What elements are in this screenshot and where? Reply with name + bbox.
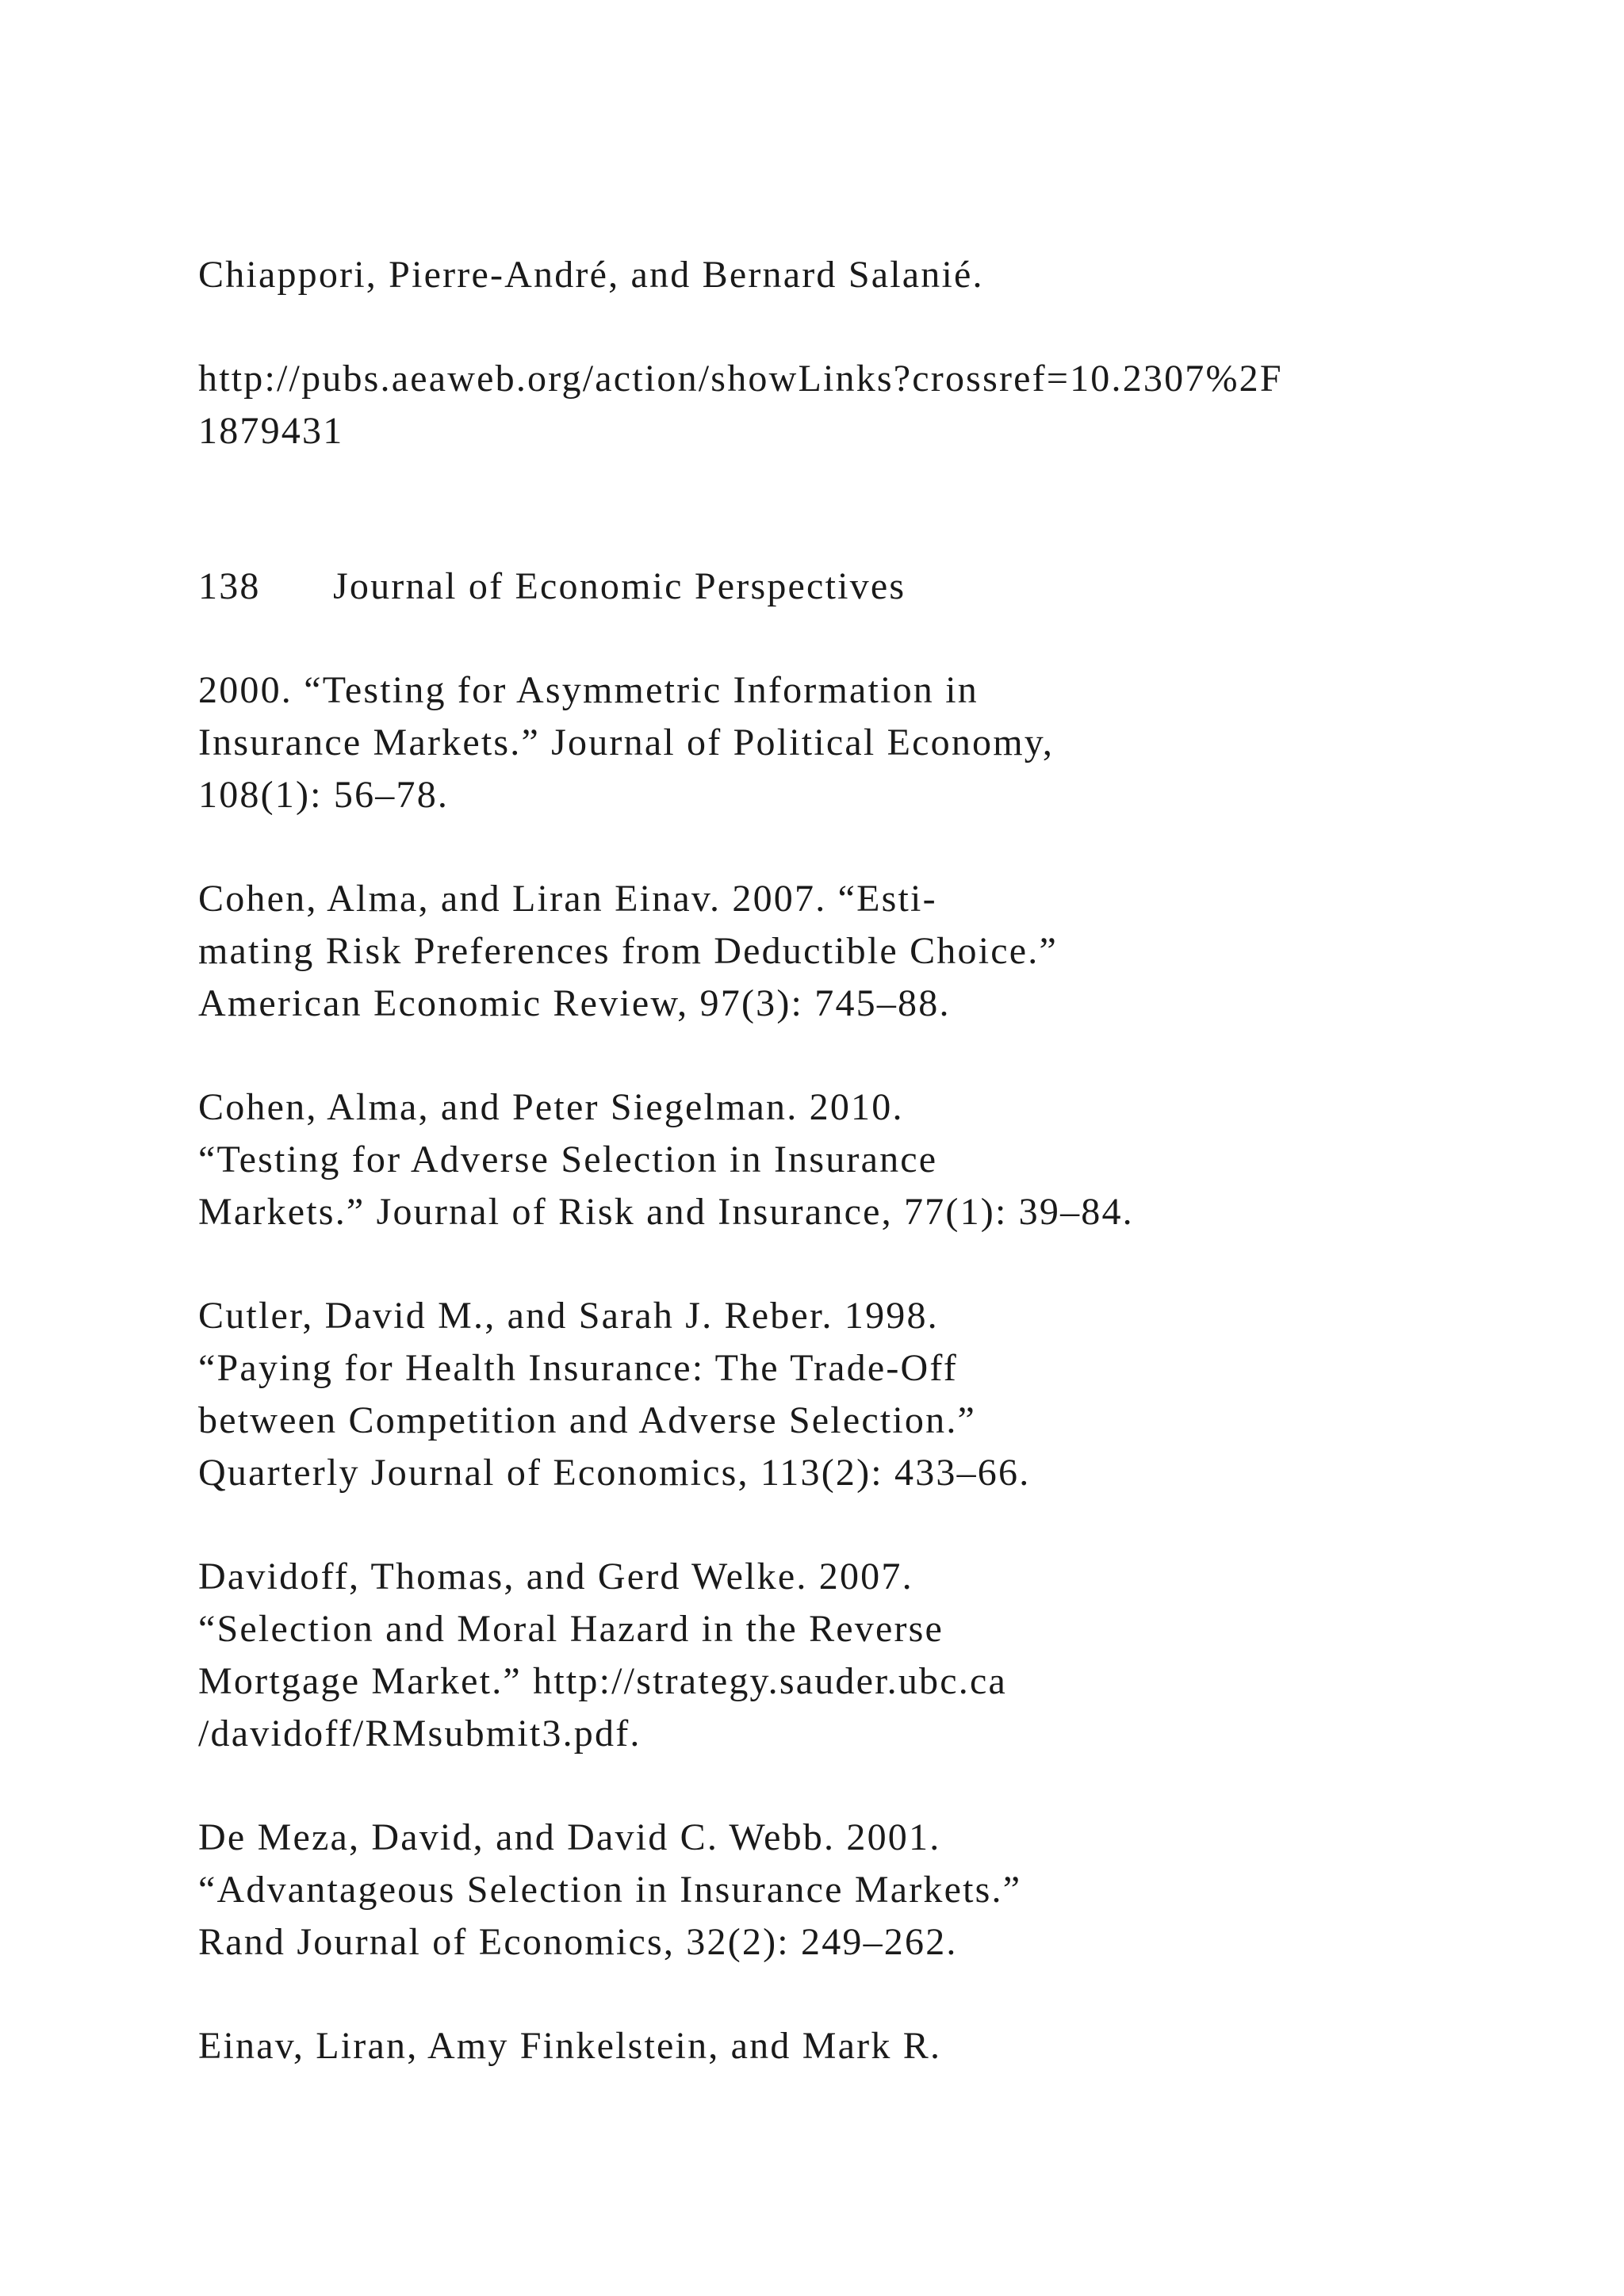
- reference-text-line: 2000. “Testing for Asymmetric Information in: [198, 669, 979, 711]
- reference-text-line: Mortgage Market.” http://strategy.sauder.ubc.ca: [198, 1660, 1007, 1702]
- reference-text-line: Insurance Markets.” Journal of Political Economy,: [198, 721, 1055, 763]
- reference-text-line: Cutler, David M., and Sarah J. Reber. 1998.: [198, 1295, 939, 1337]
- journal-title: Journal of Economic Perspectives: [333, 565, 906, 607]
- reference-text-line: “Paying for Health Insurance: The Trade-Off: [198, 1347, 958, 1389]
- reference-text-line: Cohen, Alma, and Peter Siegelman. 2010.: [198, 1086, 904, 1128]
- reference-text-line: Rand Journal of Economics, 32(2): 249–262.: [198, 1921, 958, 1963]
- reference-text-line: between Competition and Adverse Selection.”: [198, 1399, 977, 1441]
- reference-text-line: “Advantageous Selection in Insurance Markets.”: [198, 1869, 1022, 1911]
- reference-text-line: Quarterly Journal of Economics, 113(2): 433–66.: [198, 1452, 1031, 1494]
- reference-text-line: Chiappori, Pierre-André, and Bernard Salanié.: [198, 254, 984, 296]
- reference-url-line: http://pubs.aeaweb.org/action/showLinks?crossref=10.2307%2F: [198, 358, 1283, 400]
- reference-text-line: Cohen, Alma, and Liran Einav. 2007. “Esti-: [198, 878, 937, 920]
- reference-text-line: “Selection and Moral Hazard in the Reverse: [198, 1608, 944, 1650]
- running-head: [198, 561, 906, 613]
- reference-text-line: Markets.” Journal of Risk and Insurance, 77(1): 39–84.: [198, 1191, 1134, 1233]
- page-number: 138: [198, 565, 261, 607]
- reference-text-line: Einav, Liran, Amy Finkelstein, and Mark R.: [198, 2025, 942, 2067]
- reference-text-line: mating Risk Preferences from Deductible Choice.”: [198, 930, 1058, 972]
- reference-text-line: 108(1): 56–78.: [198, 774, 450, 816]
- reference-url-line: 1879431: [198, 410, 344, 452]
- reference-text-line: American Economic Review, 97(3): 745–88.: [198, 982, 951, 1024]
- reference-text-line: Davidoff, Thomas, and Gerd Welke. 2007.: [198, 1556, 914, 1598]
- reference-text-line: “Testing for Adverse Selection in Insurance: [198, 1138, 938, 1181]
- reference-text-line: /davidoff/RMsubmit3.pdf.: [198, 1712, 642, 1755]
- reference-text-line: De Meza, David, and David C. Webb. 2001.: [198, 1816, 941, 1858]
